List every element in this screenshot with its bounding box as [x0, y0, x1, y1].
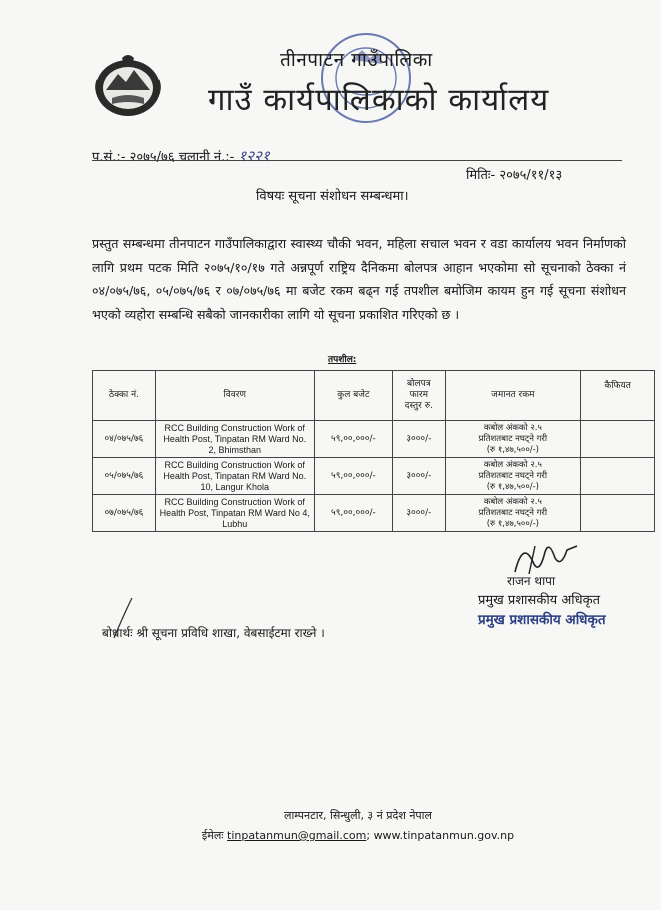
footer-contact: [0, 828, 661, 843]
letter-date: मितिः- २०७५/११/१३: [466, 168, 563, 183]
signatory-title: प्रमुख प्रशासकीय अधिकृत: [478, 593, 601, 608]
cell-remarks: [581, 495, 655, 532]
header-bid-fee-line1: बोलपत्र: [407, 379, 431, 389]
website-link[interactable]: www.tinpatanmun.gov.np: [373, 829, 515, 842]
cell-remarks: [581, 421, 655, 458]
notice-body: प्रस्तुत सम्बन्धमा तीनपाटन गाउँपालिकाद्वारा स्वास्थ्य चौकी भवन, महिला सचाल भवन र वडा कार्यालय भवन निर्माणको लागि प्रथम पटक मिति २०७५/१०/१७ गते अन्नपूर्ण राष्ट्रिय दैनिकमा बोलपत्र आहान भएकोमा सो सूचनाको ठेक्का नं ०४/०७५/७६, ०५/०७५/७६ र ०७/०७५/७६ मा बजेट रकम बढ्न गई तपशील बमोजिम कायम हुन गई सूचना संशोधन भएको व्यहोरा सम्बन्धि सबैको जानकारीका लागि यो सूचना प्रकाशित गरिएको छ ।: [92, 236, 626, 322]
cell-bid-fee: ३०००/-: [393, 421, 445, 458]
cell-bid-fee: ३०००/-: [393, 495, 445, 532]
header-bid-fee: [393, 371, 445, 421]
email-link[interactable]: tinpatanmun@gmail.com: [227, 829, 367, 842]
nepal-emblem-icon: [92, 50, 164, 120]
header-remarks: कैफियत: [581, 371, 655, 421]
cell-description: RCC Building Construction Work of Health Post, Tinpatan RM Ward No 4, Lubhu: [155, 495, 314, 532]
reference-line: [92, 146, 270, 166]
signatory-name: राजन थापा: [507, 574, 556, 588]
office-title: गाउँ कार्यपालिकाको कार्यालय: [208, 82, 550, 118]
cell-remarks: [581, 458, 655, 495]
table-title: तपशील:: [328, 355, 357, 365]
letter-number: प.सं.:- २०७५/७६: [92, 150, 175, 165]
header-description: विवरण: [155, 371, 314, 421]
cell-bid-fee: ३०००/-: [393, 458, 445, 495]
header-bid-fee-line2: फारम: [409, 390, 429, 400]
header-divider: [92, 160, 622, 161]
dispatch-label: चलानी नं.:-: [178, 150, 235, 165]
designation-stamp: प्रमुख प्रशासकीय अधिकृत: [478, 612, 606, 628]
cell-total-budget: ५९,००,०००/-: [314, 421, 393, 458]
cell-contract-no: ०५/०७५/७६: [93, 458, 156, 495]
contact-separator: ;: [366, 829, 371, 842]
header-total-budget: कुल बजेट: [314, 371, 393, 421]
table-row: [93, 458, 655, 495]
header-contract-no: ठेक्का नं.: [93, 371, 156, 421]
cell-contract-no: ०४/०७५/७६: [93, 421, 156, 458]
deposit-line1: कबोल अंकको २.५: [483, 422, 542, 433]
cell-total-budget: ५९,००,०००/-: [314, 495, 393, 532]
deposit-line1: कबोल अंकको २.५: [483, 496, 542, 507]
deposit-line1: कबोल अंकको २.५: [483, 459, 542, 470]
municipality-name: तीनपाटन गाउँपालिका: [280, 49, 433, 71]
deposit-line2: प्रतिशतबाट नघट्ने गरी: [478, 507, 548, 518]
header-deposit: जमानत रकम: [445, 371, 581, 421]
cell-deposit: [445, 495, 581, 532]
cell-deposit: [445, 458, 581, 495]
table-header-row: [93, 371, 655, 421]
deposit-line3: (रु १,४७,५००/-): [486, 444, 539, 455]
cell-contract-no: ०७/०७५/७६: [93, 495, 156, 532]
deposit-line2: प्रतिशतबाट नघट्ने गरी: [478, 470, 548, 481]
deposit-line3: (रु १,४७,५००/-): [486, 481, 539, 492]
deposit-line3: (रु १,४७,५००/-): [486, 518, 539, 529]
header-bid-fee-line3: दस्तुर रु.: [404, 401, 433, 411]
table-row: [93, 421, 655, 458]
footer-address: लाम्पनटार, सिन्धुली, ३ नं प्रदेश नेपाल: [283, 809, 432, 822]
cell-deposit: [445, 421, 581, 458]
contract-table: [92, 370, 655, 532]
deposit-line2: प्रतिशतबाट नघट्ने गरी: [478, 433, 548, 444]
cell-total-budget: ५९,००,०००/-: [314, 458, 393, 495]
cc-note: बोधार्थः श्री सूचना प्रविधि शाखा, वेबसाईटमा राख्ने ।: [102, 626, 325, 640]
table-row: [93, 495, 655, 532]
email-label: ईमेलः: [201, 829, 224, 842]
cell-description: RCC Building Construction Work of Health Post, Tinpatan RM Ward No. 10, Langur Khola: [155, 458, 314, 495]
subject-line: विषयः सूचना संशोधन सम्बन्धमा।: [256, 189, 409, 204]
cell-description: RCC Building Construction Work of Health Post, Tinpatan RM Ward No. 2, Bhimsthan: [155, 421, 314, 458]
dispatch-number: १२२१: [238, 147, 270, 165]
